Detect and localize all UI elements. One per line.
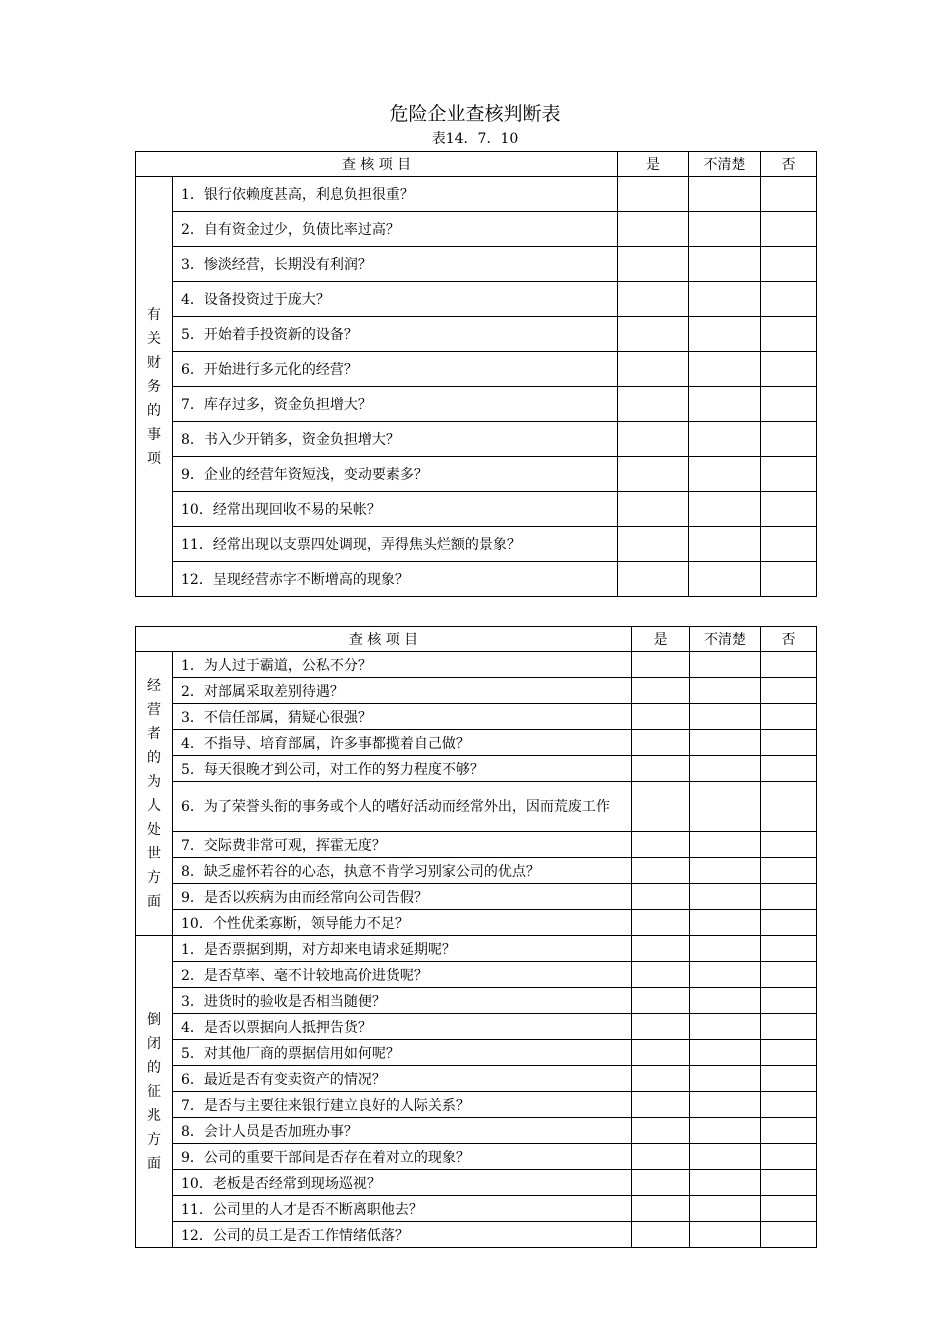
check-item-text: 12．公司的员工是否工作情绪低落？ — [173, 1222, 632, 1248]
table-row — [136, 1196, 817, 1222]
table-row — [136, 988, 817, 1014]
answer-yes-cell[interactable] — [632, 1066, 690, 1092]
answer-yes-cell[interactable] — [618, 212, 689, 247]
answer-yes-cell[interactable] — [632, 1118, 690, 1144]
answer-no-cell[interactable] — [761, 1118, 817, 1144]
answer-yes-cell[interactable] — [632, 1144, 690, 1170]
answer-unclear-cell[interactable] — [690, 1040, 761, 1066]
answer-yes-cell[interactable] — [632, 1222, 690, 1248]
answer-no-cell[interactable] — [761, 782, 817, 832]
check-item-text: 1．是否票据到期，对方却来电请求延期呢？ — [173, 936, 632, 962]
table-row — [136, 527, 817, 562]
table-row — [136, 730, 817, 756]
answer-yes-cell[interactable] — [632, 988, 690, 1014]
answer-unclear-cell[interactable] — [690, 1066, 761, 1092]
answer-yes-cell[interactable] — [632, 1014, 690, 1040]
answer-yes-cell[interactable] — [632, 1196, 690, 1222]
answer-no-cell[interactable] — [761, 1170, 817, 1196]
table-row — [136, 387, 817, 422]
answer-no-cell[interactable] — [761, 492, 817, 527]
table-row — [136, 756, 817, 782]
check-item-text: 11．经常出现以支票四处调现，弄得焦头烂额的景象？ — [173, 527, 618, 562]
header-yes: 是 — [618, 152, 689, 177]
table-row — [136, 247, 817, 282]
answer-no-cell[interactable] — [761, 1196, 817, 1222]
table-row — [136, 782, 817, 832]
header-unclear: 不清楚 — [689, 152, 761, 177]
check-item-text: 7．交际费非常可观，挥霍无度？ — [173, 832, 632, 858]
answer-unclear-cell[interactable] — [689, 247, 761, 282]
answer-unclear-cell[interactable] — [689, 177, 761, 212]
answer-unclear-cell[interactable] — [690, 858, 761, 884]
category-finance — [136, 177, 173, 597]
answer-no-cell[interactable] — [761, 562, 817, 597]
answer-no-cell[interactable] — [761, 1066, 817, 1092]
answer-no-cell[interactable] — [761, 177, 817, 212]
check-item-text: 6．为了荣誉头衔的事务或个人的嗜好活动而经常外出，因而荒废工作 — [173, 782, 632, 832]
answer-yes-cell[interactable] — [632, 1040, 690, 1066]
check-item-text: 4．是否以票据向人抵押告货？ — [173, 1014, 632, 1040]
answer-yes-cell[interactable] — [632, 910, 690, 936]
table-row — [136, 1092, 817, 1118]
answer-no-cell[interactable] — [761, 858, 817, 884]
check-item-text: 1．为人过于霸道，公私不分？ — [173, 652, 632, 678]
answer-yes-cell[interactable] — [632, 884, 690, 910]
table-row — [136, 282, 817, 317]
header-check-item: 查 核 项 目 — [136, 152, 618, 177]
table-row — [136, 492, 817, 527]
answer-no-cell[interactable] — [761, 678, 817, 704]
answer-no-cell[interactable] — [761, 962, 817, 988]
answer-unclear-cell[interactable] — [689, 562, 761, 597]
answer-yes-cell[interactable] — [618, 527, 689, 562]
answer-unclear-cell[interactable] — [689, 212, 761, 247]
answer-yes-cell[interactable] — [632, 936, 690, 962]
check-item-text: 10．经常出现回收不易的呆帐？ — [173, 492, 618, 527]
answer-yes-cell[interactable] — [632, 652, 690, 678]
answer-unclear-cell[interactable] — [689, 492, 761, 527]
table-row — [136, 704, 817, 730]
check-item-text: 7．是否与主要往来银行建立良好的人际关系？ — [173, 1092, 632, 1118]
check-item-text: 10．老板是否经常到现场巡视？ — [173, 1170, 632, 1196]
table-row — [136, 562, 817, 597]
table-number: 表14．7．10 — [431, 131, 519, 147]
check-item-text: 8．会计人员是否加班办事？ — [173, 1118, 632, 1144]
check-item-text: 12．呈现经营赤字不断增高的现象？ — [173, 562, 618, 597]
answer-unclear-cell[interactable] — [690, 756, 761, 782]
category-bankruptcy-signs-label: 倒闭的征兆方面 — [147, 1011, 161, 1172]
table-row — [136, 884, 817, 910]
check-item-text: 11．公司里的人才是否不断离职他去？ — [173, 1196, 632, 1222]
answer-no-cell[interactable] — [761, 910, 817, 936]
answer-no-cell[interactable] — [761, 387, 817, 422]
answer-no-cell[interactable] — [761, 832, 817, 858]
table-row — [136, 177, 817, 212]
table-row — [136, 317, 817, 352]
table-row — [136, 1222, 817, 1248]
answer-no-cell[interactable] — [761, 1222, 817, 1248]
table-row — [136, 910, 817, 936]
answer-unclear-cell[interactable] — [690, 678, 761, 704]
table-row — [136, 457, 817, 492]
answer-unclear-cell[interactable] — [690, 652, 761, 678]
answer-no-cell[interactable] — [761, 247, 817, 282]
check-item-text: 10．个性优柔寡断，领导能力不足？ — [173, 910, 632, 936]
answer-no-cell[interactable] — [761, 352, 817, 387]
check-item-text: 8．书入少开销多，资金负担增大？ — [173, 422, 618, 457]
check-item-text: 2．自有资金过少，负债比率过高？ — [173, 212, 618, 247]
management-check-table — [135, 626, 817, 1248]
answer-unclear-cell[interactable] — [690, 730, 761, 756]
answer-unclear-cell[interactable] — [690, 1144, 761, 1170]
check-item-text: 3．惨淡经营，长期没有利润？ — [173, 247, 618, 282]
answer-no-cell[interactable] — [761, 884, 817, 910]
answer-yes-cell[interactable] — [632, 1170, 690, 1196]
answer-no-cell[interactable] — [761, 1144, 817, 1170]
table-row — [136, 422, 817, 457]
answer-unclear-cell[interactable] — [690, 884, 761, 910]
table-row — [136, 352, 817, 387]
answer-unclear-cell[interactable] — [690, 1222, 761, 1248]
answer-no-cell[interactable] — [761, 704, 817, 730]
check-item-text: 9．企业的经营年资短浅，变动要素多？ — [173, 457, 618, 492]
answer-yes-cell[interactable] — [618, 422, 689, 457]
answer-no-cell[interactable] — [761, 652, 817, 678]
table-row — [136, 962, 817, 988]
category-manager-conduct-label: 经营者的为人处世方面 — [147, 677, 161, 910]
answer-unclear-cell[interactable] — [690, 1014, 761, 1040]
answer-yes-cell[interactable] — [632, 962, 690, 988]
check-item-text: 6．开始进行多元化的经营？ — [173, 352, 618, 387]
answer-unclear-cell[interactable] — [689, 282, 761, 317]
answer-unclear-cell[interactable] — [690, 782, 761, 832]
answer-yes-cell[interactable] — [618, 282, 689, 317]
answer-unclear-cell[interactable] — [690, 1092, 761, 1118]
check-item-text: 5．开始着手投资新的设备？ — [173, 317, 618, 352]
answer-unclear-cell[interactable] — [689, 527, 761, 562]
answer-yes-cell[interactable] — [618, 562, 689, 597]
table-row — [136, 678, 817, 704]
answer-unclear-cell[interactable] — [690, 988, 761, 1014]
check-item-text: 9．公司的重要干部间是否存在着对立的现象？ — [173, 1144, 632, 1170]
check-item-text: 5．对其他厂商的票据信用如何呢？ — [173, 1040, 632, 1066]
table-row — [136, 212, 817, 247]
answer-yes-cell[interactable] — [618, 352, 689, 387]
answer-no-cell[interactable] — [761, 988, 817, 1014]
header-no: 否 — [761, 627, 817, 652]
answer-unclear-cell[interactable] — [690, 962, 761, 988]
answer-unclear-cell[interactable] — [690, 1196, 761, 1222]
answer-yes-cell[interactable] — [632, 678, 690, 704]
table-row — [136, 832, 817, 858]
category-manager-conduct — [136, 652, 173, 936]
check-item-text: 4．不指导、培育部属，许多事都揽着自己做？ — [173, 730, 632, 756]
table-row — [136, 1040, 817, 1066]
header-check-item: 查 核 项 目 — [136, 627, 632, 652]
header-no: 否 — [761, 152, 817, 177]
check-item-text: 3．不信任部属，猜疑心很强？ — [173, 704, 632, 730]
answer-yes-cell[interactable] — [618, 247, 689, 282]
check-item-text: 8．缺乏虚怀若谷的心态，执意不肯学习别家公司的优点？ — [173, 858, 632, 884]
answer-yes-cell[interactable] — [632, 704, 690, 730]
check-item-text: 1．银行依赖度甚高，利息负担很重？ — [173, 177, 618, 212]
document-title: 危险企业查核判断表 — [389, 103, 561, 125]
answer-yes-cell[interactable] — [632, 858, 690, 884]
check-item-text: 5．每天很晚才到公司，对工作的努力程度不够？ — [173, 756, 632, 782]
check-item-text: 6．最近是否有变卖资产的情况？ — [173, 1066, 632, 1092]
answer-no-cell[interactable] — [761, 730, 817, 756]
category-bankruptcy-signs — [136, 936, 173, 1248]
answer-unclear-cell[interactable] — [690, 1118, 761, 1144]
answer-yes-cell[interactable] — [618, 317, 689, 352]
answer-no-cell[interactable] — [761, 527, 817, 562]
check-item-text: 2．对部属采取差别待遇？ — [173, 678, 632, 704]
answer-unclear-cell[interactable] — [689, 317, 761, 352]
table-row — [136, 936, 817, 962]
table-row — [136, 1118, 817, 1144]
table-row — [136, 1066, 817, 1092]
answer-yes-cell[interactable] — [632, 756, 690, 782]
table-row — [136, 1144, 817, 1170]
answer-unclear-cell[interactable] — [690, 910, 761, 936]
answer-yes-cell[interactable] — [618, 177, 689, 212]
check-item-text: 7．库存过多，资金负担增大？ — [173, 387, 618, 422]
answer-unclear-cell[interactable] — [690, 936, 761, 962]
category-finance-label: 有关财务的事项 — [147, 306, 161, 467]
answer-unclear-cell[interactable] — [690, 1170, 761, 1196]
answer-yes-cell[interactable] — [632, 782, 690, 832]
table-row — [136, 1170, 817, 1196]
answer-no-cell[interactable] — [761, 1092, 817, 1118]
answer-no-cell[interactable] — [761, 317, 817, 352]
answer-no-cell[interactable] — [761, 212, 817, 247]
finance-check-table — [135, 151, 817, 597]
answer-unclear-cell[interactable] — [689, 352, 761, 387]
answer-no-cell[interactable] — [761, 282, 817, 317]
answer-yes-cell[interactable] — [632, 730, 690, 756]
header-unclear: 不清楚 — [690, 627, 761, 652]
answer-yes-cell[interactable] — [632, 1092, 690, 1118]
table-row — [136, 1014, 817, 1040]
check-item-text: 2．是否草率、毫不计较地高价进货呢？ — [173, 962, 632, 988]
answer-yes-cell[interactable] — [618, 492, 689, 527]
answer-yes-cell[interactable] — [618, 387, 689, 422]
table-header-row — [136, 627, 817, 652]
header-yes: 是 — [632, 627, 690, 652]
answer-unclear-cell[interactable] — [690, 832, 761, 858]
answer-unclear-cell[interactable] — [689, 422, 761, 457]
answer-no-cell[interactable] — [761, 1014, 817, 1040]
answer-no-cell[interactable] — [761, 422, 817, 457]
answer-unclear-cell[interactable] — [689, 387, 761, 422]
answer-no-cell[interactable] — [761, 756, 817, 782]
answer-no-cell[interactable] — [761, 457, 817, 492]
answer-unclear-cell[interactable] — [689, 457, 761, 492]
answer-yes-cell[interactable] — [632, 832, 690, 858]
answer-unclear-cell[interactable] — [690, 704, 761, 730]
answer-no-cell[interactable] — [761, 1040, 817, 1066]
check-item-text: 3．进货时的验收是否相当随便？ — [173, 988, 632, 1014]
table-row — [136, 858, 817, 884]
table-header-row — [136, 152, 817, 177]
answer-no-cell[interactable] — [761, 936, 817, 962]
table-row — [136, 652, 817, 678]
check-item-text: 4．设备投资过于庞大？ — [173, 282, 618, 317]
answer-yes-cell[interactable] — [618, 457, 689, 492]
check-item-text: 9．是否以疾病为由而经常向公司告假？ — [173, 884, 632, 910]
